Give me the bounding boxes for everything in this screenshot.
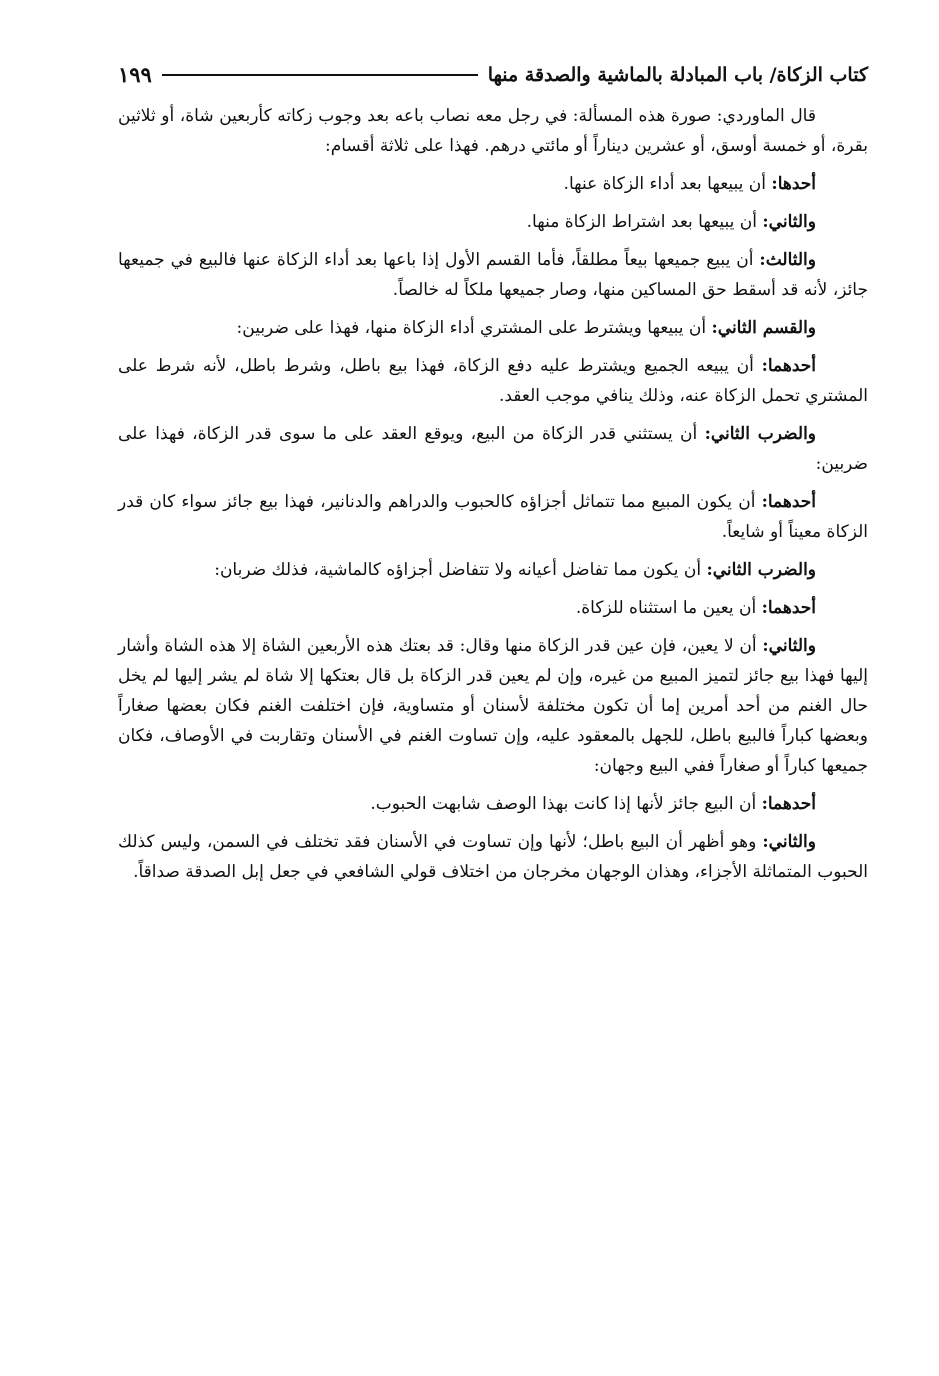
paragraph bbox=[118, 207, 868, 237]
paragraph bbox=[118, 555, 868, 585]
paragraph-lead: والثاني: bbox=[762, 636, 816, 656]
paragraph-text: أن يبيعها بعد اشتراط الزكاة منها. bbox=[526, 212, 763, 232]
paragraph bbox=[118, 169, 868, 199]
paragraph-lead: والثاني: bbox=[762, 832, 816, 852]
paragraph-lead: أحدهما: bbox=[761, 356, 816, 376]
paragraph bbox=[118, 419, 868, 479]
paragraph-lead: والثاني: bbox=[762, 212, 816, 232]
paragraph-lead: أحدهما: bbox=[761, 794, 816, 814]
paragraph bbox=[118, 789, 868, 819]
paragraph-text: أن يكون المبيع مما تتماثل أجزاؤه كالحبوب والدراهم والدنانير، فهذا بيع جائز سواء كان قدر الزكاة معيناً أو شايعاً. bbox=[118, 492, 868, 542]
paragraph bbox=[118, 313, 868, 343]
paragraph bbox=[118, 827, 868, 887]
paragraph-text: وهو أظهر أن البيع باطل؛ لأنها وإن تساوت في الأسنان فقد تختلف في السمن، وليس كذلك الحبوب المتماثلة الأجزاء، وهذان الوجهان مخرجان من اختلاف قولي الشافعي في جعل إبل الصدقة صداقاً. bbox=[118, 832, 868, 882]
paragraph bbox=[118, 101, 868, 161]
header-rule bbox=[162, 74, 478, 76]
paragraph bbox=[118, 631, 868, 781]
paragraph bbox=[118, 351, 868, 411]
paragraph-text: أن يكون مما تفاضل أعيانه ولا تتفاضل أجزاؤه كالماشية، فذلك ضربان: bbox=[214, 560, 707, 580]
paragraph-text: أن يعين ما استثناه للزكاة. bbox=[575, 598, 762, 618]
paragraph bbox=[118, 245, 868, 305]
paragraph-lead: أحدها: bbox=[771, 174, 816, 194]
paragraph-text: أن يستثني قدر الزكاة من البيع، ويوقع العقد على ما سوى قدر الزكاة، فهذا على ضربين: bbox=[118, 424, 868, 474]
paragraph-lead: والثالث: bbox=[759, 250, 816, 270]
book-page bbox=[118, 55, 868, 895]
paragraph-lead: والضرب الثاني: bbox=[706, 560, 816, 580]
paragraph-text: أن يبيعها ويشترط على المشتري أداء الزكاة منها، فهذا على ضربين: bbox=[236, 318, 712, 338]
paragraph-text: قال الماوردي: صورة هذه المسألة: في رجل معه نصاب باعه بعد وجوب زكاته كأربعين شاة، أو ثلاثين بقرة، أو خمسة أوسق، أو عشرين ديناراً أو مائتي درهم. فهذا على ثلاثة أقسام: bbox=[118, 106, 868, 156]
paragraph-text: أن البيع جائز لأنها إذا كانت بهذا الوصف شابهت الحبوب. bbox=[370, 794, 762, 814]
paragraph-lead: والقسم الثاني: bbox=[711, 318, 816, 338]
body-text bbox=[118, 101, 868, 887]
running-header bbox=[118, 55, 868, 95]
page-number: ١٩٩ bbox=[118, 62, 152, 87]
paragraph-text: أن يبيع جميعها بيعاً مطلقاً، فأما القسم الأول إذا باعها بعد أداء الزكاة عنها فالبيع في جميعها جائز، لأنه قد أسقط حق المساكين منها، وصار جميعها ملكاً له خالصاً. bbox=[118, 250, 868, 300]
paragraph bbox=[118, 487, 868, 547]
paragraph-text: أن لا يعين، فإن عين قدر الزكاة منها وقال: قد بعتك هذه الأربعين الشاة إلا هذه الشاة وأشار إليها فهذا بيع جائز لتميز المبيع من غيره، وإن لم يعين قدر الزكاة بل قال بعتكها إلا شاة لم يشر إليها لم يخل حال الغنم من أحد أمرين إما أن تكون مختلفة لأسنان أو متساوية، فإن اختلفت الغنم فكان بعضها صغاراً وبعضها كباراً فالبيع باطل، للجهل بالمعقود عليه، وإن تساوت الغنم في الأسنان وتقاربت في الأوصاف، فكان جميعها كباراً أو صغاراً ففي البيع وجهان: bbox=[118, 636, 868, 776]
paragraph-text: أن يبيعها بعد أداء الزكاة عنها. bbox=[563, 174, 772, 194]
paragraph-lead: والضرب الثاني: bbox=[704, 424, 817, 444]
running-title: كتاب الزكاة/ باب المبادلة بالماشية والصدقة منها bbox=[487, 64, 868, 86]
paragraph-lead: أحدهما: bbox=[761, 492, 816, 512]
paragraph-lead: أحدهما: bbox=[761, 598, 816, 618]
paragraph bbox=[118, 593, 868, 623]
paragraph-text: أن يبيعه الجميع ويشترط عليه دفع الزكاة، فهذا بيع باطل، وشرط باطل، لأنه شرط على المشتري تحمل الزكاة عنه، وذلك ينافي موجب العقد. bbox=[118, 356, 868, 406]
